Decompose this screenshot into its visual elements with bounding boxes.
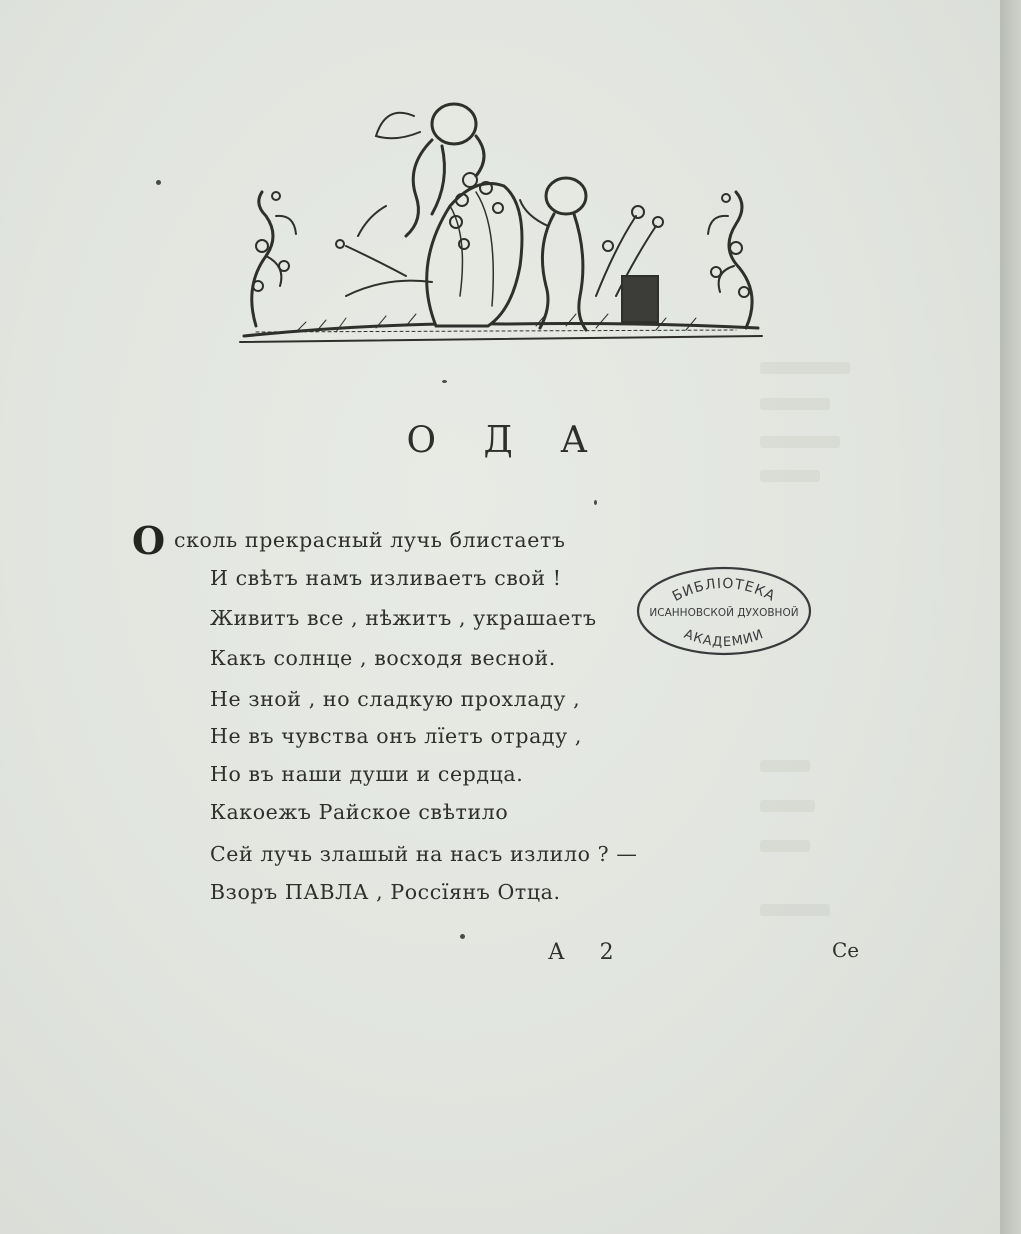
poem-line-4: Какъ солнце , восходя весной.	[210, 646, 556, 670]
svg-text:БИБЛІОТЕКА	[670, 576, 778, 605]
bleed-through	[760, 470, 820, 482]
bleed-through	[760, 840, 810, 852]
drop-cap: О	[132, 518, 166, 563]
ink-speck	[156, 180, 161, 185]
bleed-through	[760, 800, 815, 812]
signature-mark: А 2	[548, 940, 628, 965]
page-title: О Д А	[406, 420, 606, 461]
bleed-through	[760, 760, 810, 772]
stamp-top-text: БИБЛІОТЕКА	[669, 575, 779, 605]
catchword: Се	[832, 938, 860, 962]
poem-line-9: Сей лучь злашый на насъ излило ? —	[210, 842, 638, 866]
page-edge	[1000, 0, 1021, 1234]
poem-line-6: Не въ чувства онъ лїетъ отраду ,	[210, 724, 583, 748]
poem-line-8: Какоежъ Райское свѣтило	[210, 800, 509, 824]
bleed-through	[760, 904, 830, 916]
cherubs-vignette-icon	[236, 96, 766, 358]
svg-text:АКАДЕМИИ	[682, 627, 766, 650]
ink-speck	[594, 500, 597, 505]
poem-line-10: Взоръ ПАВЛА , Россїянъ Отца.	[210, 880, 561, 904]
stamp-middle-text: ИСАННОВСКОЙ ДУХОВНОЙ	[649, 607, 799, 619]
bleed-through	[760, 362, 850, 374]
poem-line-7: Но въ наши души и сердца.	[210, 762, 524, 786]
poem-line-1: сколь прекрасный лучь блистаетъ	[174, 528, 566, 552]
stamp-bottom-text: АКАДЕМИИ	[681, 626, 767, 651]
ink-speck	[442, 380, 447, 383]
poem-line-5: Не зной , но сладкую прохладу ,	[210, 687, 581, 711]
bleed-through	[760, 398, 830, 410]
poem-line-3: Живитъ все , нѣжитъ , украшаетъ	[210, 606, 597, 630]
ink-speck	[460, 934, 465, 939]
poem-line-2: И свѣтъ намъ изливаетъ свой !	[210, 566, 562, 590]
library-stamp-icon	[634, 564, 814, 658]
